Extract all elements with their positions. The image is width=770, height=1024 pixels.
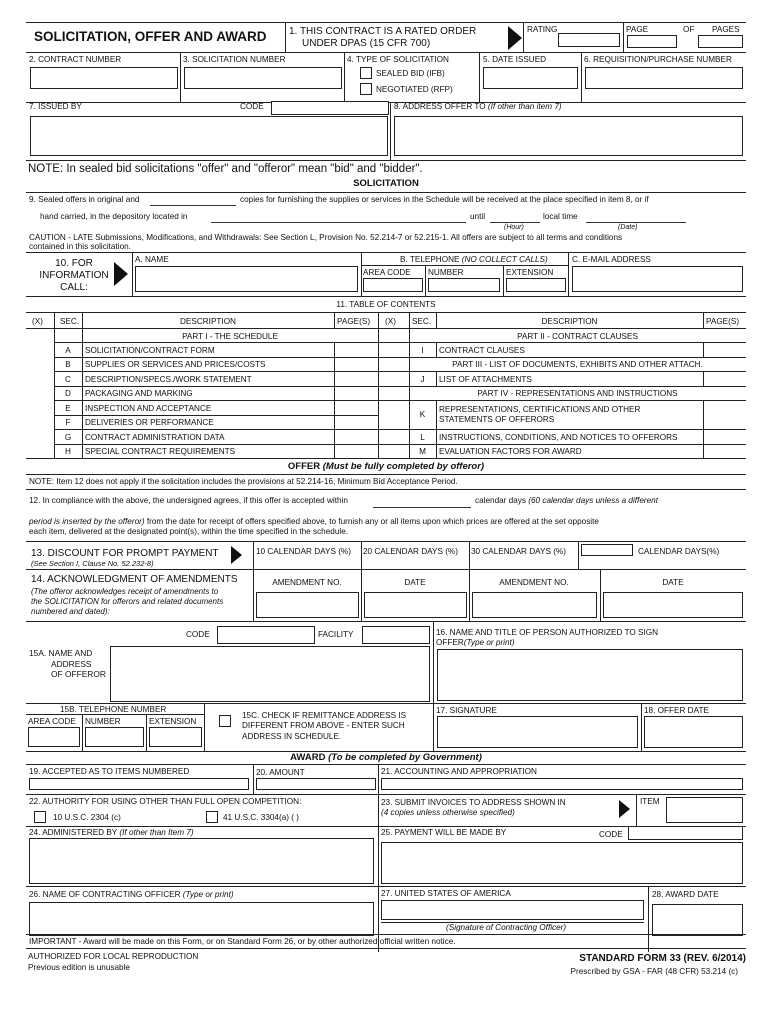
block18-label: 18. OFFER DATE	[644, 706, 709, 715]
footer-form-number: STANDARD FORM 33 (REV. 6/2014)	[579, 953, 746, 964]
arrow-icon	[508, 26, 522, 50]
important-note: IMPORTANT - Award will be made on this Form, or on Standard Form 26, or by other authorized official written notice.	[29, 937, 456, 946]
footer-prescribed: Prescribed by GSA - FAR (48 CFR) 53.214 (c)	[570, 967, 738, 976]
toc-pages-header: PAGE(S)	[337, 317, 371, 326]
area-code-label: AREA CODE	[363, 268, 411, 277]
block15c-line2: DIFFERENT FROM ABOVE - ENTER SUCH	[242, 721, 405, 731]
amendment-2-date-input[interactable]	[603, 592, 743, 618]
offeror-code-input[interactable]	[217, 626, 315, 644]
offeror-extension-input[interactable]	[149, 727, 202, 747]
amount-input[interactable]	[256, 778, 376, 790]
rule	[26, 764, 746, 765]
signature-input[interactable]	[437, 716, 638, 748]
rule	[54, 400, 746, 401]
toc-sec-header: SEC.	[60, 317, 80, 326]
block15a-line1: 15A. NAME AND	[29, 648, 93, 658]
item12-text-b	[475, 496, 658, 505]
footer-auth: AUTHORIZED FOR LOCAL REPRODUCTION	[28, 952, 199, 961]
rule	[26, 312, 746, 313]
rule	[26, 621, 746, 622]
block26-label	[29, 890, 234, 899]
requisition-number-input[interactable]	[585, 67, 743, 89]
rule	[180, 52, 181, 102]
toc-desc-e: INSPECTION AND ACCEPTANCE	[85, 404, 212, 413]
rule	[26, 458, 746, 459]
award-heading-text: AWARD	[290, 752, 326, 763]
block5-label: 5. DATE ISSUED	[483, 55, 547, 64]
toc-sec-m: M	[419, 447, 426, 456]
payment-code-input[interactable]	[628, 826, 743, 840]
date-issued-input[interactable]	[483, 67, 578, 89]
award-date-input[interactable]	[652, 904, 743, 936]
offeror-phone-input[interactable]	[85, 727, 144, 747]
issued-by-input[interactable]	[30, 116, 388, 156]
rule	[436, 400, 437, 458]
rule	[26, 886, 746, 887]
email-input[interactable]	[572, 266, 743, 292]
rule	[361, 265, 568, 266]
hour-caption: (Hour)	[504, 224, 524, 231]
rule	[285, 22, 286, 52]
block28-label: 28. AWARD DATE	[652, 890, 719, 899]
item12-note: NOTE: Item 12 does not apply if the solicitation includes the provisions at 52.214-16, Minimum Bid Acceptance Period.	[29, 477, 458, 486]
block16-note: (Type or print)	[463, 638, 515, 647]
rule	[648, 886, 649, 952]
block10-telephone-label	[400, 255, 548, 264]
toc-sec-j: J	[420, 375, 425, 384]
usc-2304-checkbox[interactable]	[34, 811, 46, 823]
rule	[253, 569, 254, 621]
usc-3304-label: 41 U.S.C. 3304(a) ( )	[223, 813, 299, 822]
calendar-days-input[interactable]	[373, 507, 471, 508]
block1-line2: UNDER DPAS (15 CFR 700)	[302, 38, 431, 49]
sealed-bid-label: SEALED BID (IFB)	[376, 69, 445, 78]
toc-part3: PART III - LIST OF DOCUMENTS, EXHIBITS AND OTHER ATTACH.	[452, 360, 703, 369]
block15c-line1: 15C. CHECK IF REMITTANCE ADDRESS IS	[242, 711, 407, 720]
rule	[433, 621, 434, 751]
toc-sec-l: L	[420, 433, 425, 442]
toc-title: 11. TABLE OF CONTENTS	[336, 300, 436, 309]
rule	[378, 764, 379, 794]
toc-sec-header-right: SEC.	[412, 317, 432, 326]
toc-sec-f: F	[65, 418, 71, 427]
toc-description-header-right: DESCRIPTION	[541, 317, 598, 326]
block20-label: 20. AMOUNT	[256, 768, 305, 777]
toc-desc-d: PACKAGING AND MARKING	[85, 389, 193, 398]
rule	[436, 371, 437, 386]
rule	[469, 541, 470, 569]
block15a-line2: ADDRESS	[51, 658, 92, 669]
rule	[703, 342, 704, 357]
block9-until: until	[470, 212, 486, 221]
rule	[703, 371, 704, 386]
rule	[523, 22, 524, 52]
rule	[54, 386, 746, 387]
rule	[26, 52, 746, 53]
toc-desc-a: SOLICITATION/CONTRACT FORM	[85, 346, 215, 355]
toc-desc-i: CONTRACT CLAUSES	[439, 346, 525, 355]
block14-note2: the SOLICITATION for offerors and related documents	[31, 597, 224, 606]
rule	[469, 569, 470, 621]
block9-text-c: hand carried, in the depository located in	[40, 212, 188, 221]
toc-desc-k1: REPRESENTATIONS, CERTIFICATIONS AND OTHER	[439, 405, 641, 414]
rule	[26, 192, 746, 193]
rule	[378, 794, 379, 826]
offer-heading-note: (Must be fully completed by offeror)	[322, 461, 485, 472]
amendment-1-input[interactable]	[256, 592, 359, 618]
arrow-icon	[619, 800, 630, 818]
block26-text: 26. NAME OF CONTRACTING OFFICER	[29, 890, 181, 899]
form-title: SOLICITATION, OFFER AND AWARD	[34, 29, 267, 44]
block27-sig-caption: (Signature of Contracting Officer)	[446, 923, 567, 932]
discount-other-label: CALENDAR DAYS(%)	[638, 547, 720, 556]
item12-calendar-days: calendar days	[475, 496, 526, 505]
rule	[390, 102, 391, 160]
rule	[132, 252, 133, 296]
pages-field[interactable]	[698, 35, 743, 48]
date-input[interactable]	[586, 222, 686, 223]
extension-input[interactable]	[506, 278, 566, 292]
sealed-bid-note: NOTE: In sealed bid solicitations "offer" and "offeror" mean "bid" and "bidder".	[28, 163, 423, 175]
amend-date-label-2: DATE	[662, 578, 684, 587]
block15b-label: 15B. TELEPHONE NUMBER	[60, 705, 167, 714]
issued-by-code-input[interactable]	[271, 101, 389, 115]
toc-sec-e: E	[65, 404, 71, 413]
offeror-area-code-input[interactable]	[28, 727, 80, 747]
amend-no-label-1: AMENDMENT NO.	[272, 578, 342, 587]
usc-2304-label: 10 U.S.C. 2304 (c)	[53, 813, 121, 822]
footer-prev: Previous edition is unusable	[28, 963, 130, 972]
toc-x-header-right: (X)	[385, 317, 396, 326]
toc-desc-h: SPECIAL CONTRACT REQUIREMENTS	[85, 447, 236, 456]
rule	[334, 312, 335, 328]
discount-10-label: 10 CALENDAR DAYS (%)	[256, 547, 351, 556]
block10-line1: 10. FOR	[55, 258, 93, 269]
rule	[26, 541, 746, 542]
facility-input[interactable]	[362, 626, 430, 644]
item12-text-a: 12. In compliance with the above, the undersigned agrees, if this offer is accepted within	[29, 496, 348, 505]
block13-label: 13. DISCOUNT FOR PROMPT PAYMENT	[31, 548, 219, 559]
rule	[26, 948, 746, 949]
no-collect-note: (NO COLLECT CALLS)	[461, 255, 548, 264]
rule	[146, 714, 147, 751]
phone-number-input[interactable]	[428, 278, 500, 292]
administered-by-input[interactable]	[29, 838, 374, 884]
toc-sec-d: D	[65, 389, 71, 398]
rule	[26, 934, 746, 935]
amendment-1-date-input[interactable]	[364, 592, 467, 618]
block14-note1: (The offeror acknowledges receipt of amendments to	[31, 587, 219, 596]
rule	[334, 342, 335, 458]
block8-note: (If other than item 7)	[487, 102, 562, 111]
rule	[568, 252, 569, 296]
block4-label: 4. TYPE OF SOLICITATION	[347, 55, 449, 64]
rule	[54, 357, 746, 358]
toc-sec-g: G	[64, 433, 72, 442]
block15c-line3: ADDRESS IN SCHEDULE.	[242, 731, 342, 741]
date-caption: (Date)	[618, 224, 638, 231]
copies-count-input[interactable]	[150, 205, 236, 206]
block15-code-label: CODE	[186, 630, 210, 639]
block25-label: 25. PAYMENT WILL BE MADE BY	[381, 828, 507, 837]
rule	[204, 703, 205, 751]
block15c-label	[242, 711, 406, 742]
toc-part1: PART I - THE SCHEDULE	[182, 332, 278, 341]
block23-line1: 23. SUBMIT INVOICES TO ADDRESS SHOWN IN	[381, 798, 566, 807]
amend-no-label-2: AMENDMENT NO.	[499, 578, 569, 587]
contract-number-input[interactable]	[30, 67, 178, 89]
block14-label: 14. ACKNOWLEDGMENT OF AMENDMENTS	[31, 574, 238, 585]
rule	[26, 714, 204, 715]
offer-heading-text: OFFER	[287, 461, 321, 472]
rule	[26, 703, 746, 704]
item12-period-note: period is inserted by the offeror)	[29, 517, 145, 526]
block9-local-time: local time	[543, 212, 578, 221]
block15-facility-label: FACILITY	[318, 630, 354, 639]
toc-desc-m: EVALUATION FACTORS FOR AWARD	[439, 447, 582, 456]
offer-date-input[interactable]	[644, 716, 743, 748]
toc-desc-c: DESCRIPTION/SPECS./WORK STATEMENT	[85, 375, 252, 384]
block7-label: 7. ISSUED BY	[29, 102, 82, 111]
block9-text-a: 9. Sealed offers in original and	[29, 195, 140, 204]
page-label: PAGE	[626, 25, 649, 34]
rule	[641, 703, 642, 751]
block10-line3: CALL:	[60, 282, 88, 293]
toc-desc-f: DELIVERIES OR PERFORMANCE	[85, 418, 214, 427]
number-label: NUMBER	[428, 268, 464, 277]
rule	[361, 252, 362, 296]
toc-x-header: (X)	[32, 317, 43, 326]
block10-name-label: A. NAME	[135, 255, 169, 264]
block24-text: 24. ADMINISTERED BY	[29, 828, 118, 837]
hour-input[interactable]	[490, 222, 540, 223]
extension-label: EXTENSION	[506, 268, 554, 277]
toc-sec-k: K	[419, 410, 426, 419]
solicitation-heading: SOLICITATION	[353, 178, 419, 189]
rule	[26, 474, 746, 475]
contracting-officer-input[interactable]	[29, 902, 374, 936]
block10-label	[34, 258, 114, 294]
rule	[26, 252, 746, 253]
rule	[425, 265, 426, 296]
block15a-line3: OF OFFEROR	[51, 669, 106, 679]
block13-ref: (See Section I, Clause No. 52.232-8)	[31, 559, 154, 568]
sf33-form	[26, 22, 746, 976]
block24-label	[29, 828, 194, 837]
rule	[436, 342, 437, 357]
rule	[636, 794, 637, 826]
arrow-icon	[114, 262, 128, 286]
toc-desc-b: SUPPLIES OR SERVICES AND PRICES/COSTS	[85, 360, 266, 369]
award-heading-note: (To be completed by Government)	[328, 752, 482, 763]
block26-note: (Type or print)	[182, 890, 234, 899]
negotiated-checkbox[interactable]	[360, 83, 372, 95]
block15b-extension-label: EXTENSION	[149, 717, 197, 726]
block2-label: 2. CONTRACT NUMBER	[29, 55, 122, 64]
toc-desc-j: LIST OF ATTACHMENTS	[439, 375, 532, 384]
accounting-input[interactable]	[381, 778, 743, 790]
remittance-address-checkbox[interactable]	[219, 715, 231, 727]
block22-label: 22. AUTHORITY FOR USING OTHER THAN FULL OPEN COMPETITION:	[29, 797, 302, 806]
block23-line2: (4 copies unless otherwise specified)	[381, 808, 515, 817]
block8-label	[394, 102, 562, 111]
block24-note: (If other than Item 7)	[119, 828, 194, 837]
address-offer-to-input[interactable]	[394, 116, 743, 156]
pages-label: PAGES	[712, 25, 740, 34]
contracting-officer-signature[interactable]	[381, 900, 644, 920]
rule	[54, 371, 746, 372]
accepted-items-input[interactable]	[29, 778, 249, 790]
item12-text-c: (60 calendar days unless a different	[528, 496, 658, 505]
rule	[600, 569, 601, 621]
authorized-person-input[interactable]	[437, 649, 743, 701]
rating-field[interactable]	[558, 33, 620, 47]
contact-name-input[interactable]	[135, 266, 358, 292]
item12-text-d	[29, 517, 599, 526]
toc-sec-b: B	[65, 360, 71, 369]
area-code-input[interactable]	[363, 278, 423, 292]
block16-line1: 16. NAME AND TITLE OF PERSON AUTHORIZED TO SIGN	[436, 628, 659, 637]
rule	[26, 328, 746, 329]
toc-desc-k2: STATEMENTS OF OFFERORS	[439, 415, 555, 424]
block9-text-b: copies for furnishing the supplies or services in the Schedule will be received at the place specified in item 8, or if	[240, 195, 649, 204]
rule	[581, 52, 582, 102]
of-label: OF	[683, 25, 695, 34]
amend-date-label-1: DATE	[404, 578, 426, 587]
rule	[361, 569, 362, 621]
rule	[378, 312, 379, 458]
block7-code-label: CODE	[240, 102, 264, 111]
block1-line1: 1. THIS CONTRACT IS A RATED ORDER	[289, 26, 477, 37]
depository-input[interactable]	[211, 222, 466, 223]
block8-label-text: 8. ADDRESS OFFER TO	[394, 102, 486, 111]
toc-sec-a: A	[65, 346, 71, 355]
block16-offer: OFFER	[436, 638, 464, 647]
rule	[623, 22, 624, 52]
rule	[253, 764, 254, 794]
rule	[82, 714, 83, 751]
toc-desc-l: INSTRUCTIONS, CONDITIONS, AND NOTICES TO OFFERORS	[439, 433, 678, 442]
rule	[26, 22, 746, 23]
solicitation-number-input[interactable]	[184, 67, 342, 89]
page-field[interactable]	[627, 35, 677, 48]
block16-line2	[436, 638, 515, 647]
toc-part2: PART II - CONTRACT CLAUSES	[517, 332, 638, 341]
block27-label: 27. UNITED STATES OF AMERICA	[381, 889, 511, 898]
block17-label: 17. SIGNATURE	[436, 706, 497, 715]
rule	[26, 296, 746, 297]
block24-code-label: CODE	[599, 830, 623, 839]
toc-pages-header-right: PAGE(S)	[706, 317, 740, 326]
rule	[253, 541, 254, 569]
offeror-address-input[interactable]	[110, 646, 430, 702]
amendment-2-input[interactable]	[472, 592, 597, 618]
rule	[26, 794, 746, 795]
rule	[703, 312, 704, 328]
rule	[26, 489, 746, 490]
arrow-icon	[231, 546, 242, 564]
rule	[54, 444, 746, 445]
block15b-number-label: NUMBER	[85, 717, 121, 726]
item12-text-e: from the date for receipt of offers specified above, to furnish any or all items upon which prices are offered at the set opposite	[146, 517, 599, 526]
block15b-area-label: AREA CODE	[28, 717, 76, 726]
caution-line1: CAUTION - LATE Submissions, Modifications, and Withdrawals: See Section L, Provision No. 52.214-7 or 52.215-1. All offers are subject to all terms and conditions	[29, 233, 623, 242]
telephone-text: B. TELEPHONE	[400, 255, 460, 264]
payment-by-input[interactable]	[381, 842, 743, 884]
award-heading	[26, 753, 746, 764]
rule	[344, 52, 345, 102]
rule	[54, 342, 746, 343]
rule	[503, 265, 504, 296]
block6-label: 6. REQUISITION/PURCHASE NUMBER	[584, 55, 732, 64]
discount-20-label: 20 CALENDAR DAYS (%)	[363, 547, 458, 556]
rule	[54, 429, 746, 430]
email-label: C. E-MAIL ADDRESS	[572, 255, 651, 264]
block14-note3: numbered and dated):	[31, 607, 110, 616]
rule	[479, 52, 480, 102]
rule	[578, 541, 579, 569]
usc-3304-checkbox[interactable]	[206, 811, 218, 823]
block23-item-label: ITEM	[640, 797, 660, 806]
sealed-bid-checkbox[interactable]	[360, 67, 372, 79]
block21-label: 21. ACCOUNTING AND APPROPRIATION	[381, 767, 537, 776]
toc-sec-c: C	[65, 375, 71, 384]
toc-sec-i: I	[421, 346, 424, 355]
item12-text-f: each item, delivered at the designated point(s), within the time specified in the schedule.	[29, 527, 349, 536]
rule	[26, 569, 746, 570]
toc-desc-g: CONTRACT ADMINISTRATION DATA	[85, 433, 225, 442]
caution-line2: contained in this solicitation.	[29, 242, 131, 251]
block15a-label	[29, 648, 106, 680]
negotiated-label: NEGOTIATED (RFP)	[376, 85, 453, 94]
toc-part4: PART IV - REPRESENTATIONS AND INSTRUCTIONS	[477, 389, 678, 398]
discount-30-label: 30 CALENDAR DAYS (%)	[471, 547, 566, 556]
block3-label: 3. SOLICITATION NUMBER	[183, 55, 286, 64]
block10-line2: INFORMATION	[39, 270, 109, 281]
toc-sec-h: H	[65, 447, 71, 456]
rule	[26, 160, 746, 161]
rule	[703, 400, 704, 458]
toc-description-header: DESCRIPTION	[180, 317, 236, 326]
rule	[361, 541, 362, 569]
discount-days-input[interactable]	[581, 544, 633, 556]
invoice-item-input[interactable]	[666, 797, 743, 823]
rating-label: RATING	[527, 25, 558, 34]
offer-heading	[26, 462, 746, 473]
rule	[54, 415, 378, 416]
block19-label: 19. ACCEPTED AS TO ITEMS NUMBERED	[29, 767, 190, 776]
